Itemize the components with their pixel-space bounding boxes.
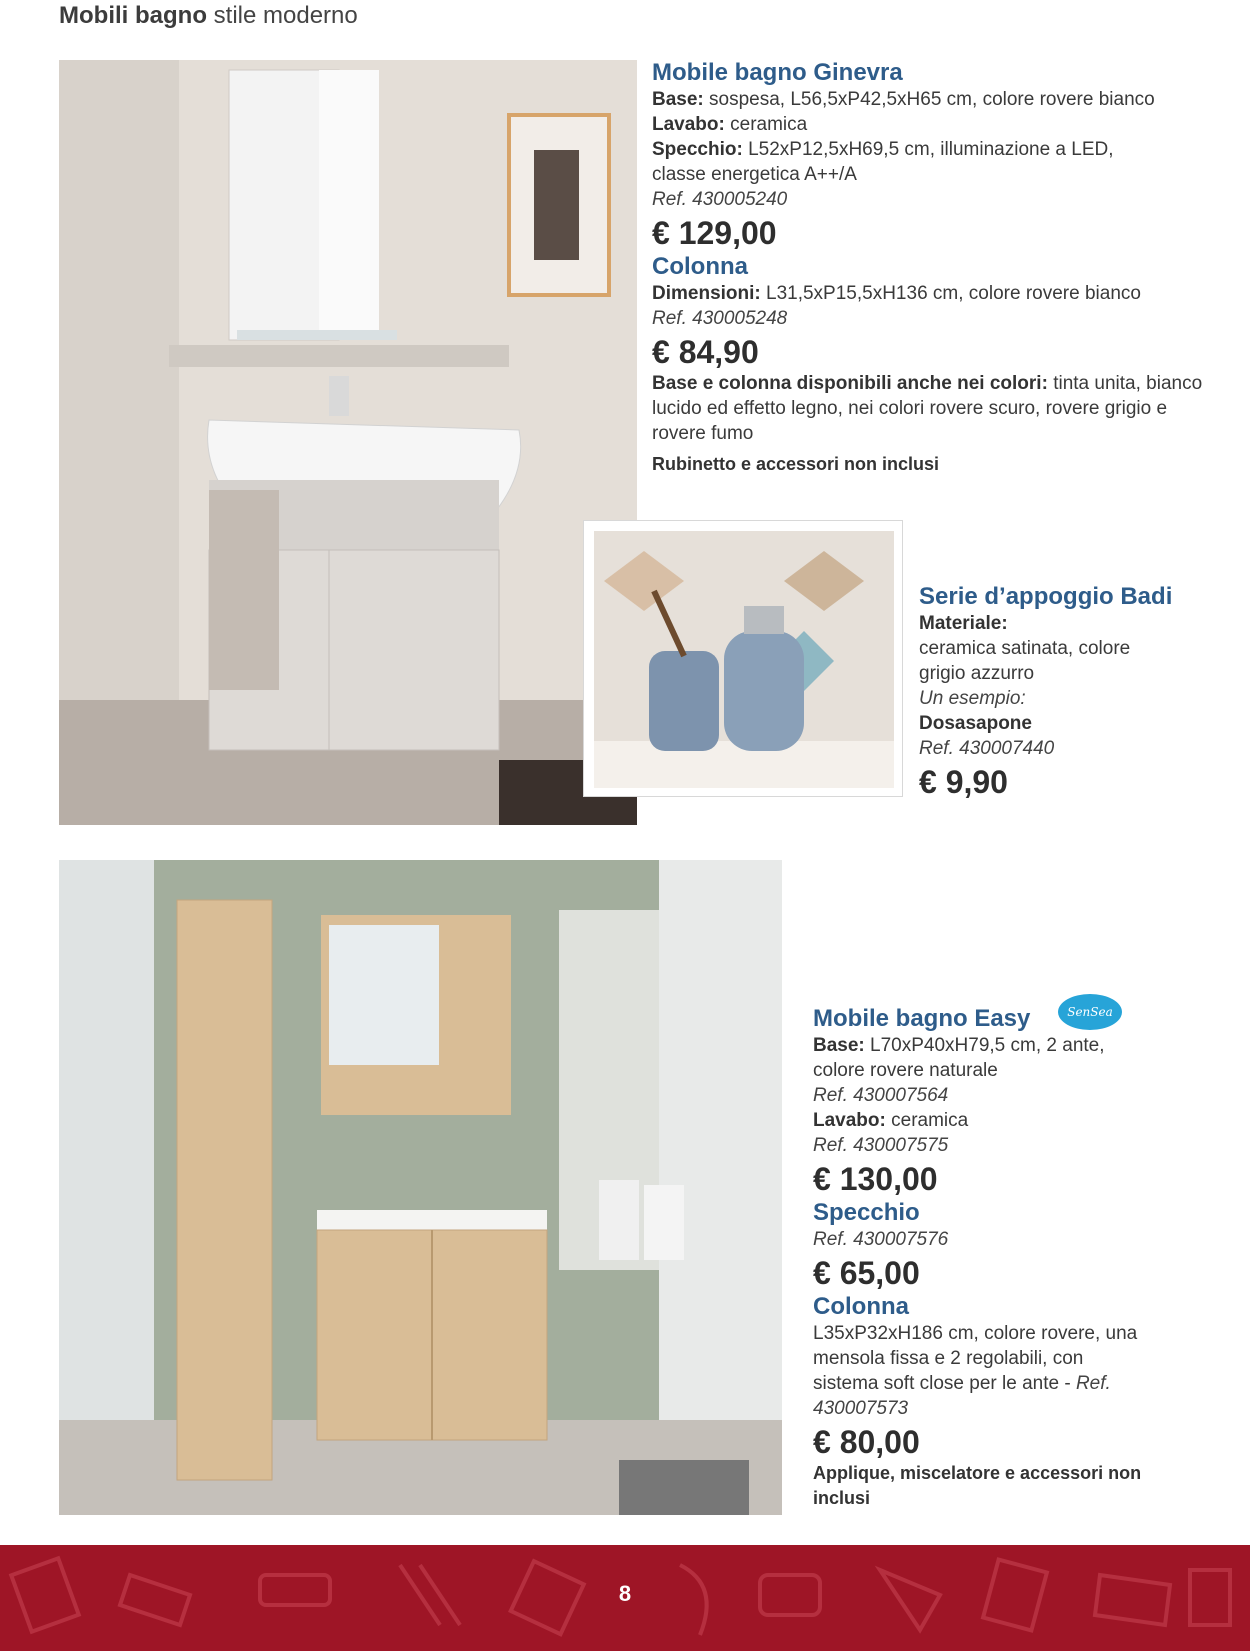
ginevra-title: Mobile bagno Ginevra <box>652 59 903 86</box>
badi-material-text: ceramica satinata, colore grigio azzurro <box>919 638 1131 684</box>
ginevra-lavabo-line: Lavabo: ceramica <box>652 114 808 135</box>
easy-price-2: € 65,00 <box>813 1255 920 1291</box>
ginevra-details <box>652 58 1232 477</box>
easy-note: Applique, miscelatore e accessori non inclusi <box>813 1463 1142 1508</box>
ginevra-ref: Ref. 430005240 <box>652 189 788 210</box>
page-title: Mobili bagno stile moderno <box>59 2 358 29</box>
ginevra-colonna-price: € 84,90 <box>652 334 759 370</box>
easy-price-1: € 130,00 <box>813 1161 938 1197</box>
easy-details <box>813 1004 1233 1511</box>
easy-lavabo-line: Lavabo: ceramica <box>813 1110 969 1131</box>
ginevra-photo <box>59 60 637 825</box>
easy-title: Mobile bagno Easy <box>813 1005 1031 1032</box>
badi-price: € 9,90 <box>919 764 1008 800</box>
badi-title: Serie d’appoggio Badi <box>919 583 1173 610</box>
ginevra-specchio-line: Specchio: L52xP12,5xH69,5 cm, illuminazione a LED, classe energetica A++/A <box>652 139 1114 185</box>
footer-band <box>0 1545 1250 1651</box>
badi-photo <box>583 520 903 797</box>
ginevra-colors: Base e colonna disponibili anche nei colori: tinta unita, bianco lucido ed effetto legno, nei colori rovere scuro, rovere grigio e rovere fumo <box>652 373 1203 444</box>
ginevra-colonna-title: Colonna <box>652 253 748 280</box>
ginevra-price: € 129,00 <box>652 215 777 251</box>
easy-specchio-title: Specchio <box>813 1199 920 1226</box>
badi-example: Un esempio: <box>919 688 1026 709</box>
easy-price-3: € 80,00 <box>813 1424 920 1460</box>
badi-ref: Ref. 430007440 <box>919 738 1055 759</box>
easy-specchio-ref: Ref. 430007576 <box>813 1229 949 1250</box>
easy-base-line: Base: L70xP40xH79,5 cm, 2 ante, colore rovere naturale <box>813 1035 1105 1081</box>
ginevra-colonna-dims: Dimensioni: L31,5xP15,5xH136 cm, colore rovere bianco <box>652 283 1141 304</box>
ginevra-base-line: Base: sospesa, L56,5xP42,5xH65 cm, colore rovere bianco <box>652 89 1155 110</box>
badi-product: Dosasapone <box>919 713 1032 734</box>
page-number: 8 <box>618 1581 632 1606</box>
badi-material-label: Materiale: <box>919 613 1008 634</box>
easy-photo <box>59 860 782 1515</box>
easy-lavabo-ref: Ref. 430007575 <box>813 1135 949 1156</box>
sensea-logo: SenSea <box>1058 994 1122 1030</box>
ginevra-note: Rubinetto e accessori non inclusi <box>652 454 940 474</box>
easy-colonna-text: L35xP32xH186 cm, colore rovere, una mensola fissa e 2 regolabili, con sistema soft close per le ante - Ref. 430007573 <box>813 1323 1138 1419</box>
easy-base-ref: Ref. 430007564 <box>813 1085 949 1106</box>
ginevra-colonna-ref: Ref. 430005248 <box>652 308 788 329</box>
badi-details <box>919 582 1219 801</box>
easy-colonna-title: Colonna <box>813 1293 909 1320</box>
